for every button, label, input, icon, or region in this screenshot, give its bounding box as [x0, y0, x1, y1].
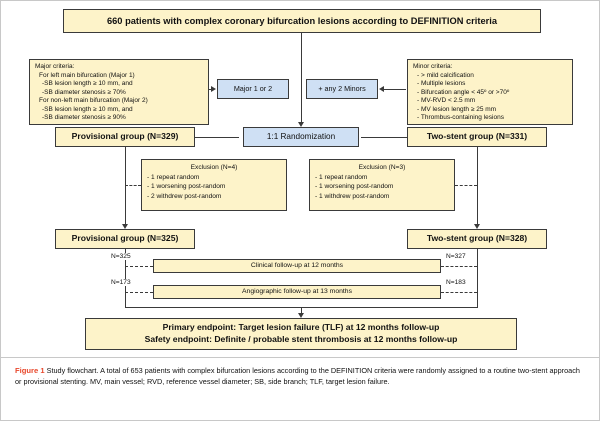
safety-endpoint-label: Safety endpoint: Definite / probable stent thrombosis at 12 months follow-up — [144, 334, 458, 344]
major-criteria-heading: Major criteria: — [35, 63, 75, 70]
connector-clinical-left — [125, 266, 153, 267]
major-criteria-line-2: -SB diameter stenosis ≥ 70% — [42, 88, 126, 96]
minor-gate-box — [306, 79, 378, 99]
primary-endpoint-label: Primary endpoint: Target lesion failure (TLF) at 12 months follow-up — [162, 322, 440, 333]
major-gate-label: Major 1 or 2 — [233, 83, 273, 93]
connector-exclusion-left-dashed — [125, 185, 141, 186]
connector-exclusion-right-dashed — [455, 185, 477, 186]
clinical-followup-left-n: N=325 — [111, 253, 131, 260]
angiographic-followup-box — [153, 285, 441, 299]
angiographic-followup-label: Angiographic follow-up at 13 months — [242, 288, 352, 296]
connector-left-arm-vertical — [125, 147, 126, 227]
randomization-label: 1:1 Randomization — [266, 132, 336, 142]
connector-clinical-right — [441, 266, 477, 267]
exclusion-right-box — [309, 159, 455, 211]
randomization-box — [243, 127, 359, 147]
major-criteria-line-0: For left main bifurcation (Major 1) — [39, 71, 135, 79]
major-criteria-line-1: -SB lesion length ≥ 10 mm, and — [42, 80, 133, 88]
flowchart-title: 660 patients with complex coronary bifurcation lesions according to DEFINITION criteria — [106, 15, 498, 26]
exclusion-right-line-1: - 1 worsening post-random — [315, 183, 394, 191]
minor-criteria-line-0: - > mild calcification — [417, 71, 474, 79]
two-stent-group-final-label: Two-stent group (N=328) — [426, 233, 528, 244]
figure-caption-text: Study flowchart. A total of 653 patients with complex bifurcation lesions according to the DEFINITION criteria were randomly assigned to a routine two-stent approach or provisional stenting. MV, main vessel; RVD, reference vessel diameter; SB, side branch; TLF, target lesion failure. — [15, 366, 580, 386]
minor-criteria-line-3: - MV-RVD < 2.5 mm — [417, 97, 476, 105]
connector-right-final-down — [477, 249, 478, 307]
minor-criteria-line-2: - Bifurcation angle < 45º or >70º — [417, 88, 510, 96]
major-criteria-line-4: -SB lesion length ≥ 10 mm, and — [42, 105, 133, 113]
exclusion-left-line-1: - 1 worsening post-random — [147, 183, 226, 191]
major-criteria-box — [29, 59, 209, 125]
exclusion-left-heading: Exclusion (N=4) — [190, 164, 238, 171]
major-gate-box — [217, 79, 289, 99]
exclusion-right-line-2: - 1 withdrew post-random — [315, 192, 390, 200]
provisional-group-initial-box — [55, 127, 195, 147]
connector-angio-right — [441, 292, 477, 293]
clinical-followup-label: Clinical follow-up at 12 months — [250, 262, 344, 270]
connector-minor-to-gate — [382, 89, 406, 90]
exclusion-left-box — [141, 159, 287, 211]
two-stent-group-initial-label: Two-stent group (N=331) — [426, 131, 528, 142]
angiographic-followup-left-n: N=173 — [111, 279, 131, 286]
arrow-minor-to-gate — [379, 86, 384, 92]
exclusion-left-line-2: - 2 withdrew post-random — [147, 192, 222, 200]
connector-angio-left — [125, 292, 153, 293]
angiographic-followup-right-n: N=183 — [446, 279, 466, 286]
provisional-group-initial-label: Provisional group (N=329) — [71, 131, 179, 142]
minor-criteria-heading: Minor criteria: — [413, 63, 453, 70]
exclusion-left-line-0: - 1 repeat random — [147, 173, 200, 181]
clinical-followup-box — [153, 259, 441, 273]
major-criteria-line-3: For non-left main bifurcation (Major 2) — [39, 97, 148, 105]
minor-criteria-line-5: - Thrombus-containing lesions — [417, 114, 504, 122]
two-stent-group-initial-box — [407, 127, 547, 147]
provisional-group-final-label: Provisional group (N=325) — [71, 233, 179, 244]
minor-gate-label: + any 2 Minors — [318, 83, 366, 93]
connector-title-to-randomization — [301, 33, 302, 125]
exclusion-right-line-0: - 1 repeat random — [315, 173, 368, 181]
figure-caption — [1, 357, 600, 421]
connector-right-arm-vertical — [477, 147, 478, 227]
flowchart-title-box — [63, 9, 541, 33]
minor-criteria-line-4: - MV lesion length ≥ 25 mm — [417, 105, 497, 113]
two-stent-group-final-box — [407, 229, 547, 249]
clinical-followup-right-n: N=327 — [446, 253, 466, 260]
minor-criteria-box — [407, 59, 573, 125]
endpoints-box — [85, 318, 517, 350]
figure-caption-label: Figure 1 — [15, 366, 45, 375]
exclusion-right-heading: Exclusion (N=3) — [358, 164, 406, 171]
provisional-group-final-box — [55, 229, 195, 249]
major-criteria-line-5: -SB diameter stenosis ≥ 90% — [42, 114, 126, 122]
study-flowchart — [1, 1, 600, 356]
minor-criteria-line-1: - Multiple lesions — [417, 80, 466, 88]
arrow-major-to-gate — [211, 86, 216, 92]
